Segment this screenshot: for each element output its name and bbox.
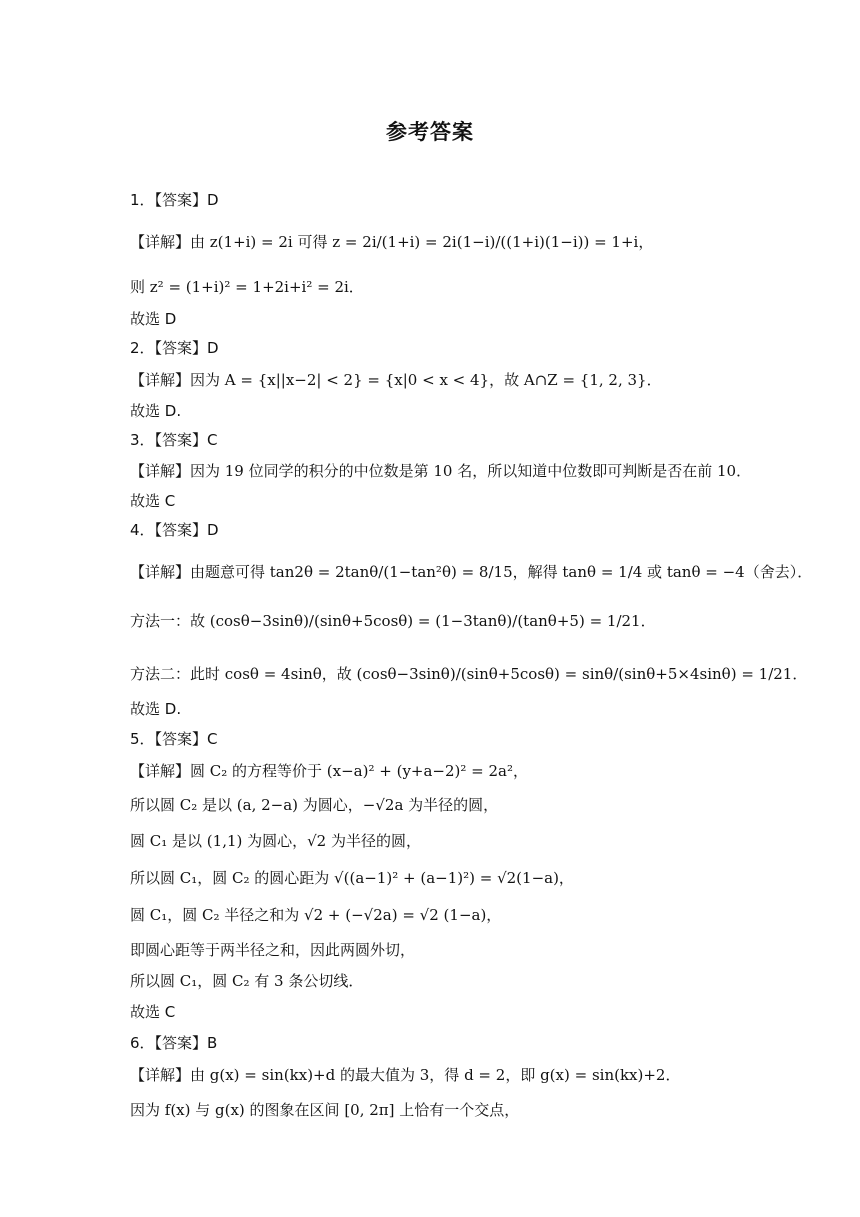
detail-line: 所以圆 C₂ 是以 (a, 2−a) 为圆心，−√2a 为半径的圆，	[130, 796, 499, 814]
answer-line: 3．【答案】C	[130, 431, 218, 449]
detail-line: 圆 C₁，圆 C₂ 半径之和为 √2 + (−√2a) = √2 (1−a)，	[130, 906, 502, 924]
detail-line: 【详解】由 z(1+i) = 2i 可得 z = 2i/(1+i) = 2i(1−i)/((1+i)(1−i)) = 1+i，	[130, 233, 654, 251]
detail-line: 【详解】圆 C₂ 的方程等价于 (x−a)² + (y+a−2)² = 2a²，	[130, 762, 529, 780]
detail-line: 所以圆 C₁，圆 C₂ 的圆心距为 √((a−1)² + (a−1)²) = √2(1−a)，	[130, 869, 574, 887]
page-title: 参考答案	[386, 120, 474, 144]
answer-line: 6．【答案】B	[130, 1034, 218, 1052]
answer-end-line: 故选 D	[130, 310, 177, 328]
detail-line: 【详解】因为 19 位同学的积分的中位数是第 10 名，所以知道中位数即可判断是否在前 10．	[130, 462, 752, 480]
detail-line: 方法一：故 (cosθ−3sinθ)/(sinθ+5cosθ) = (1−3tanθ)/(tanθ+5) = 1/21．	[130, 612, 656, 630]
answer-line: 4．【答案】D	[130, 521, 219, 539]
answer-end-line: 故选 C	[130, 492, 176, 510]
detail-line: 【详解】由题意可得 tan2θ = 2tanθ/(1−tan²θ) = 8/15，解得 tanθ = 1/4 或 tanθ = −4（舍去）．	[130, 563, 813, 581]
detail-line: 方法二：此时 cosθ = 4sinθ，故 (cosθ−3sinθ)/(sinθ+5cosθ) = sinθ/(sinθ+5×4sinθ) = 1/21．	[130, 665, 808, 683]
answer-end-line: 故选 C	[130, 1003, 176, 1021]
detail-line: 即圆心距等于两半径之和，因此两圆外切，	[130, 941, 416, 959]
answer-line: 2．【答案】D	[130, 339, 219, 357]
detail-line: 【详解】由 g(x) = sin(kx)+d 的最大值为 3，得 d = 2，即 g(x) = sin(kx)+2．	[130, 1066, 681, 1084]
detail-line: 【详解】因为 A = {x||x−2| < 2} = {x|0 < x < 4}，故 A∩Z = {1, 2, 3}．	[130, 371, 662, 389]
answer-line: 5．【答案】C	[130, 730, 218, 748]
detail-line: 则 z² = (1+i)² = 1+2i+i² = 2i．	[130, 278, 364, 296]
detail-line: 圆 C₁ 是以 (1,1) 为圆心，√2 为半径的圆，	[130, 832, 421, 850]
detail-line: 所以圆 C₁，圆 C₂ 有 3 条公切线．	[130, 972, 364, 990]
answer-end-line: 故选 D.	[130, 700, 182, 718]
answer-line: 1．【答案】D	[130, 191, 219, 209]
answer-end-line: 故选 D.	[130, 402, 182, 420]
detail-line: 因为 f(x) 与 g(x) 的图象在区间 [0, 2π] 上恰有一个交点，	[130, 1101, 520, 1119]
